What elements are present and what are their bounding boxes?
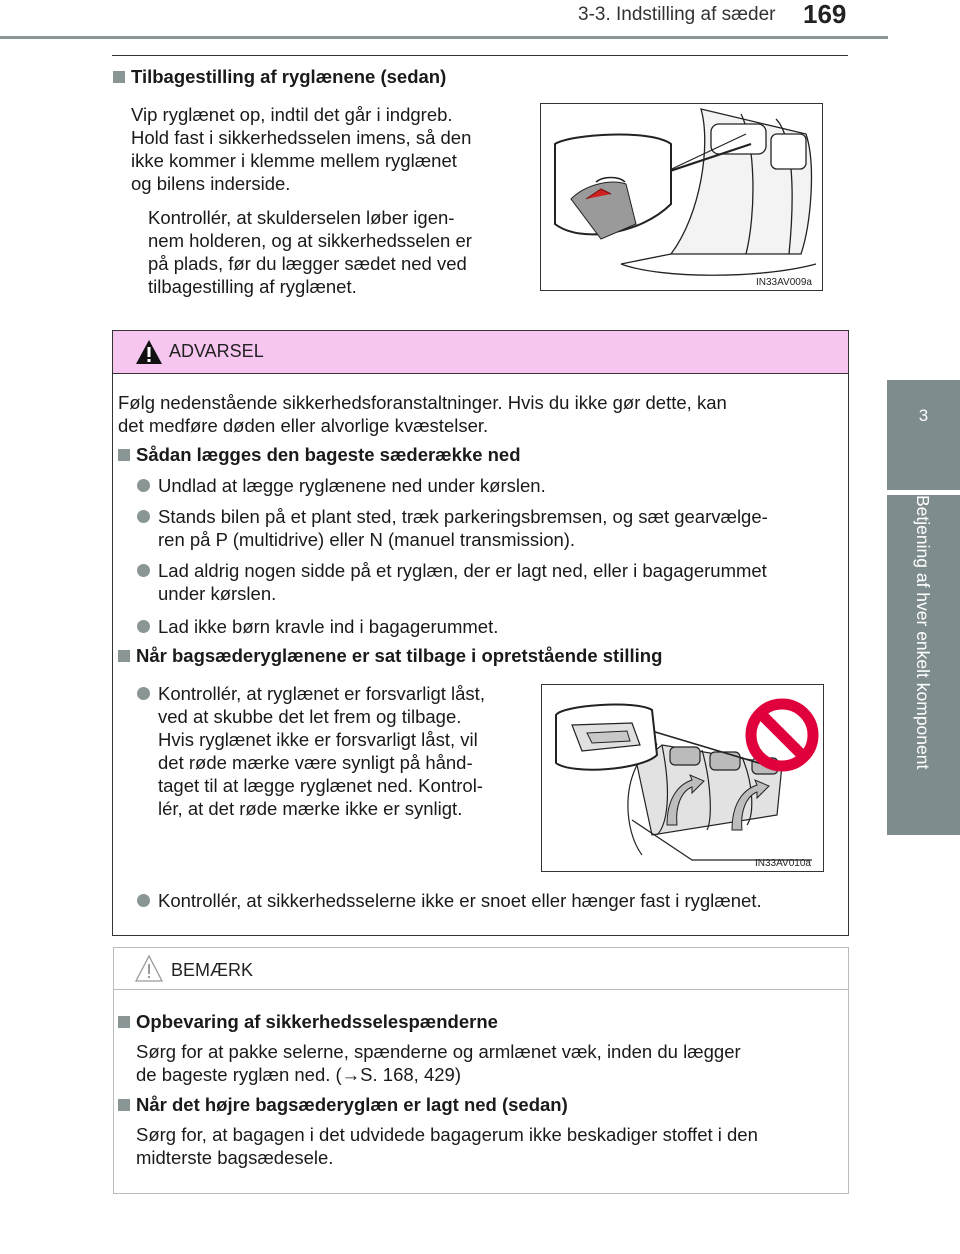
warning-title: ADVARSEL bbox=[169, 341, 264, 361]
text-line: det røde mærke være synligt på hånd- bbox=[158, 752, 473, 773]
warning-bullet bbox=[158, 559, 840, 605]
warning-subheading-2 bbox=[118, 645, 662, 667]
chapter-number: 3 bbox=[918, 406, 929, 425]
top-rule bbox=[112, 55, 848, 56]
chapter-tab bbox=[887, 380, 960, 490]
chapter-title-tab bbox=[887, 495, 960, 835]
text-line: Undlad at lægge ryglænene ned under kørslen. bbox=[158, 475, 546, 496]
notice-header bbox=[114, 948, 848, 990]
caution-triangle-icon bbox=[135, 955, 163, 982]
warning-bullet-lock bbox=[158, 682, 520, 820]
round-bullet-icon bbox=[137, 510, 150, 523]
round-bullet-icon bbox=[137, 894, 150, 907]
round-bullet-icon bbox=[137, 687, 150, 700]
subheading-text: Når bagsæderyglænene er sat tilbage i opretstående stilling bbox=[136, 645, 663, 666]
text-line: på plads, før du lægger sædet ned ved bbox=[148, 253, 467, 274]
text-line: under kørslen. bbox=[158, 583, 277, 604]
round-bullet-icon bbox=[137, 479, 150, 492]
text-line: Lad aldrig nogen sidde på et ryglæn, der er lagt ned, eller i bagagerummet bbox=[158, 560, 767, 581]
page-header bbox=[0, 0, 960, 38]
section-title: 3-3. Indstilling af sæder bbox=[578, 4, 776, 25]
text-line: lér, at det røde mærke ikke er synligt. bbox=[158, 798, 463, 819]
square-bullet-icon bbox=[118, 1016, 130, 1028]
reset-paragraph-1 bbox=[131, 103, 518, 195]
text-line: Lad ikke børn kravle ind i bagagerummet. bbox=[158, 616, 499, 637]
text-line: tilbagestilling af ryglænet. bbox=[148, 276, 357, 297]
figure-code: IN33AV009a bbox=[756, 277, 812, 288]
square-bullet-icon bbox=[118, 1099, 130, 1111]
text-line: Følg nedenstående sikkerhedsforanstaltninger. Hvis du ikke gør dette, kan bbox=[118, 392, 727, 413]
seat-belt-holder-illustration bbox=[540, 103, 823, 291]
warning-subheading-1 bbox=[118, 444, 521, 466]
subheading-text: Når det højre bagsæderyglæn er lagt ned (sedan) bbox=[136, 1094, 568, 1115]
text-line: Sørg for, at bagagen i det udvidede bagagerum ikke beskadiger stoffet i den bbox=[136, 1124, 758, 1145]
square-bullet-icon bbox=[118, 650, 130, 662]
notice-title: BEMÆRK bbox=[171, 960, 254, 980]
warning-bullet-belts bbox=[158, 889, 848, 912]
notice-text-2 bbox=[136, 1123, 829, 1169]
figure-code: IN33AV010a bbox=[755, 858, 811, 869]
text-line: Hold fast i sikkerhedsselen imens, så den bbox=[131, 127, 472, 148]
text-line: ren på P (multidrive) eller N (manuel transmission). bbox=[158, 529, 576, 550]
page-number: 169 bbox=[803, 0, 847, 29]
round-bullet-icon bbox=[137, 564, 150, 577]
text-line: det medføre døden eller alvorlige kvæstelser. bbox=[118, 415, 489, 436]
text-line: ikke kommer i klemme mellem ryglænet bbox=[131, 150, 457, 171]
subheading-text: Opbevaring af sikkerhedsselespænderne bbox=[136, 1011, 498, 1032]
section-heading-text: Tilbagestilling af ryglænene (sedan) bbox=[131, 66, 447, 87]
round-bullet-icon bbox=[137, 620, 150, 633]
rear-seats-upright-drawing bbox=[542, 685, 823, 871]
square-bullet-icon bbox=[118, 449, 130, 461]
text-line: nem holderen, og at sikkerhedsselen er bbox=[148, 230, 472, 251]
subheading-text: Sådan lægges den bageste sæderække ned bbox=[136, 444, 521, 465]
text-line: midterste bagsædesele. bbox=[136, 1147, 334, 1168]
text-line: Sørg for at pakke selerne, spænderne og armlænet væk, inden du lægger bbox=[136, 1041, 741, 1062]
chapter-title: Betjening af hver enkelt komponent bbox=[913, 495, 933, 770]
notice-text-1 bbox=[136, 1040, 829, 1086]
warning-triangle-icon bbox=[135, 339, 163, 365]
rear-seat-drawing bbox=[541, 104, 822, 290]
text-line: taget til at lægge ryglænet ned. Kontrol- bbox=[158, 775, 483, 796]
text-line: ved at skubbe det let frem og tilbage. bbox=[158, 706, 462, 727]
reset-paragraph-2 bbox=[148, 206, 518, 298]
notice-subheading-1 bbox=[118, 1011, 498, 1033]
text-line: de bageste ryglæn ned. (→S. 168, 429) bbox=[136, 1064, 461, 1085]
warning-bullet bbox=[158, 615, 838, 638]
text-line: og bilens inderside. bbox=[131, 173, 291, 194]
header-divider bbox=[0, 36, 888, 39]
text-line: Kontrollér, at skulderselen løber igen- bbox=[148, 207, 455, 228]
text-line: Vip ryglænet op, indtil det går i indgreb. bbox=[131, 104, 453, 125]
square-bullet-icon bbox=[113, 71, 125, 83]
text-line: Kontrollér, at sikkerhedsselerne ikke er snoet eller hænger fast i ryglænet. bbox=[158, 890, 762, 911]
warning-intro bbox=[118, 391, 831, 437]
backrest-lock-illustration bbox=[541, 684, 824, 872]
warning-bullet bbox=[158, 505, 838, 551]
text-line: Stands bilen på et plant sted, træk parkeringsbremsen, og sæt gearvælge- bbox=[158, 506, 768, 527]
section-heading bbox=[113, 66, 446, 88]
text-line: Hvis ryglænet ikke er forsvarligt låst, vil bbox=[158, 729, 478, 750]
warning-header bbox=[113, 331, 848, 374]
text-line: Kontrollér, at ryglænet er forsvarligt låst, bbox=[158, 683, 485, 704]
warning-bullet bbox=[158, 474, 838, 497]
notice-subheading-2 bbox=[118, 1094, 568, 1116]
